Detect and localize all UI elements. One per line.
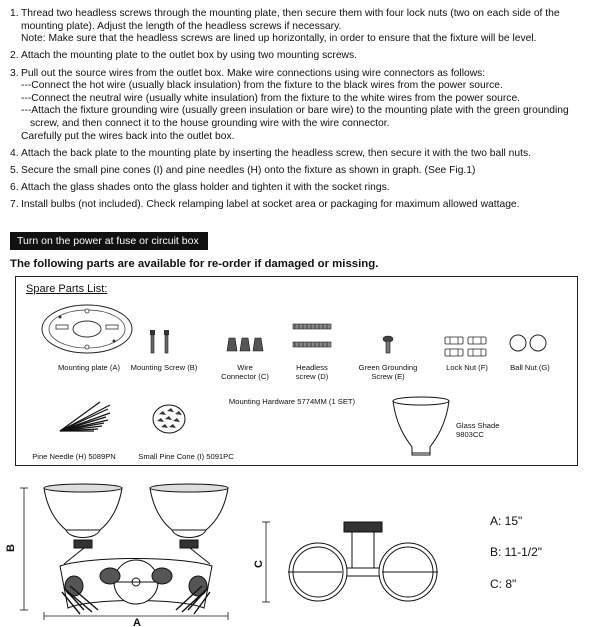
step-6 <box>10 182 596 195</box>
step-2 <box>10 50 596 63</box>
dimension-b: B: 11-1/2" <box>490 545 543 559</box>
front-view <box>20 484 228 620</box>
step-text: mounting plate). Adjust the length of the headless screws if necessary. <box>21 20 342 32</box>
mounting-screw-icon <box>146 329 176 355</box>
step-text: Thread two headless screws through the mounting plate, then secure them with four lock nuts (two on each side of the <box>21 8 560 19</box>
step-text: Attach the glass shades onto the glass holder and tighten it with the socket rings. <box>21 182 390 194</box>
step-4 <box>10 148 596 161</box>
step-substep: ---Connect the neutral wire (usually white insulation) from the fixture to the white wires from the power source. <box>21 92 521 104</box>
step-7 <box>10 199 596 212</box>
step-5 <box>10 165 596 178</box>
dim-label-c: C <box>253 560 265 568</box>
dimension-c: C: 8" <box>490 577 517 591</box>
wire-connector-icon <box>225 335 265 353</box>
grounding-screw-icon <box>381 335 395 355</box>
step-number: 4. <box>10 147 19 159</box>
lock-nut-label: Lock Nut (F) <box>446 363 488 372</box>
glass-shade-label: Glass Shade 9803CC <box>456 421 500 439</box>
spare-parts-title: Spare Parts List: <box>26 283 108 295</box>
step-number: 2. <box>10 50 19 62</box>
step-text: Pull out the source wires from the outlet box. Make wire connections using wire connectors as follows: <box>21 67 486 79</box>
mounting-plate-icon <box>40 303 134 355</box>
wire-connector-label: Wire Connector (C) <box>221 363 269 381</box>
ball-nut-label: Ball Nut (G) <box>510 363 550 372</box>
step-note: Note: Make sure that the headless screws are lined up horizontally, in order to ensure that the fixture will be level. <box>21 33 537 45</box>
step-number: 7. <box>10 199 19 211</box>
headless-screw-icon <box>291 321 333 351</box>
grounding-screw-label: Green Grounding Screw (E) <box>358 363 418 381</box>
step-3 <box>10 68 596 144</box>
step-text: Attach the mounting plate to the outlet box by using two mounting screws. <box>21 50 357 62</box>
glass-shade-icon <box>388 395 454 461</box>
dim-label-a: A <box>133 617 141 627</box>
spare-parts-box <box>15 276 578 466</box>
mounting-hardware-label: Mounting Hardware 5774MM (1 SET) <box>228 397 356 406</box>
pine-cone-icon <box>150 402 188 436</box>
lock-nut-icon <box>444 335 488 359</box>
step-substep: ---Connect the hot wire (usually black insulation) from the fixture to the black wires from the power source. <box>21 80 503 92</box>
step-text: Carefully put the wires back into the outlet box. <box>21 130 235 142</box>
mounting-plate-label: Mounting plate (A) <box>57 363 121 372</box>
step-text: Install bulbs (not included). Check relamping label at socket area or packaging for maximum allowed wattage. <box>21 199 520 211</box>
step-substep: screw, and then connect it to the house grounding wire with the wire connector. <box>30 117 390 129</box>
dimension-a: A: 15" <box>490 514 523 528</box>
step-text: Attach the back plate to the mounting plate by inserting the headless screw, then secure it with the two ball nuts. <box>21 147 531 159</box>
step-number: 6. <box>10 182 19 194</box>
pine-cone-label: Small Pine Cone (I) 5091PC <box>138 452 234 461</box>
headless-screw-label: Headless screw (D) <box>295 363 329 381</box>
dim-label-b: B <box>5 544 17 552</box>
step-number: 3. <box>10 67 19 79</box>
pine-needle-icon <box>54 401 114 435</box>
step-text: Secure the small pine cones (I) and pine needles (H) onto the fixture as shown in graph. (See Fig.1) <box>21 164 476 176</box>
mounting-screw-label: Mounting Screw (B) <box>130 363 198 372</box>
step-1 <box>10 8 596 46</box>
reorder-heading: The following parts are available for re-order if damaged or missing. <box>10 258 379 270</box>
step-number: 1. <box>10 8 19 19</box>
top-view <box>262 522 438 602</box>
ball-nut-icon <box>508 333 548 353</box>
power-notice: Turn on the power at fuse or circuit box <box>10 232 208 250</box>
step-number: 5. <box>10 164 19 176</box>
instructions-list <box>10 8 596 216</box>
step-substep: ---Attach the fixture grounding wire (usually green insulation or bare wire) to the mounting plate with the green grounding <box>21 105 569 117</box>
pine-needle-label: Pine Needle (H) 5089PN <box>32 452 116 461</box>
